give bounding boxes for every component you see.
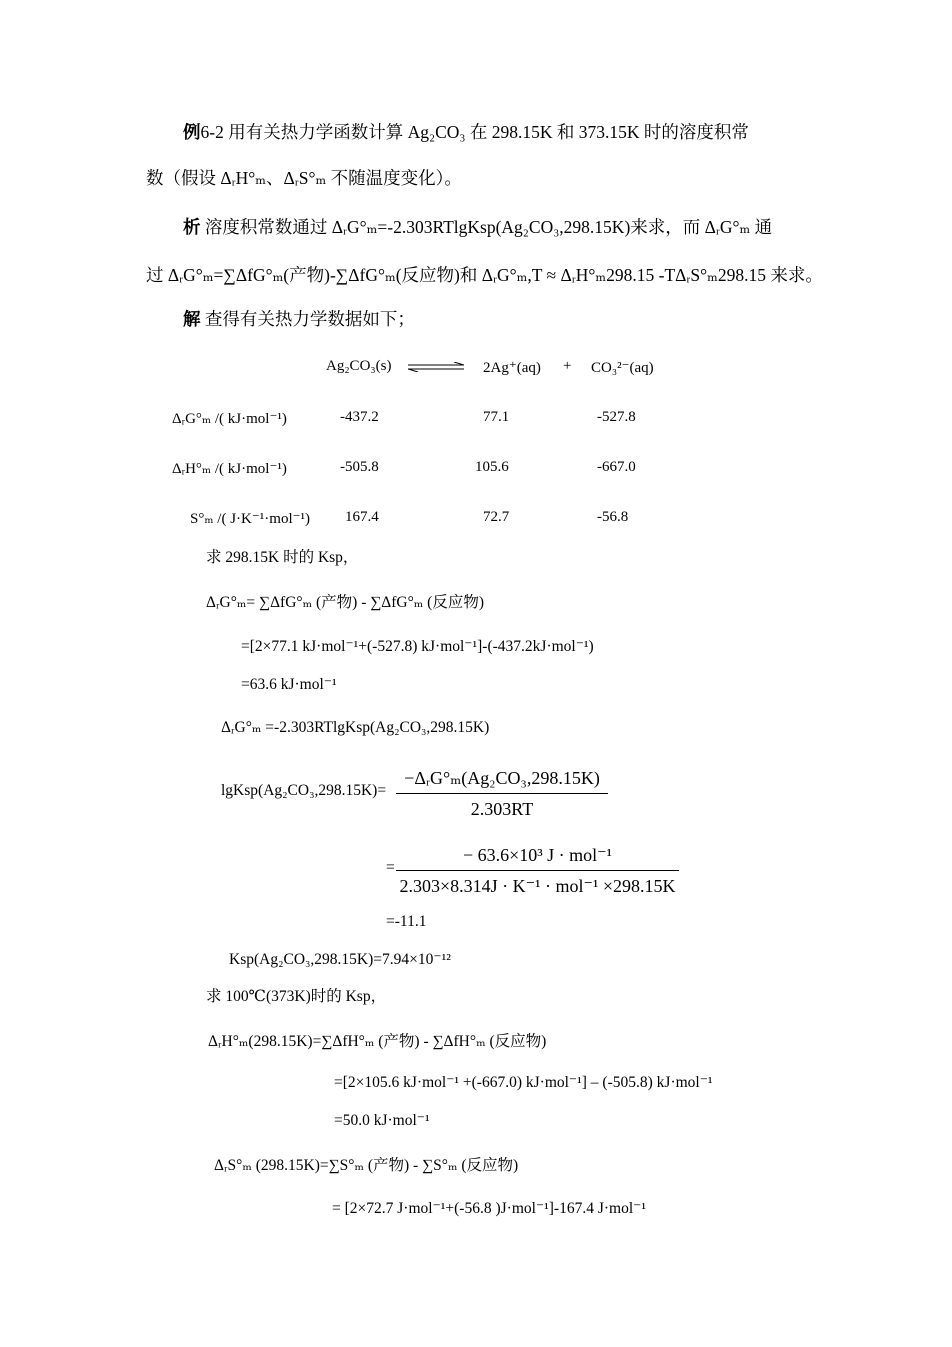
example-text-1: 6-2 用有关热力学函数计算 Ag₂CO₃ 在 298.15K 和 373.15K 时的溶度积常 bbox=[200, 122, 749, 142]
reaction-plus: + bbox=[563, 358, 572, 374]
part2-eq4: ΔᵣS°ₘ (298.15K)=∑S°ₘ (产物) - ∑S°ₘ (反应物) bbox=[214, 1157, 519, 1174]
example-line-1 bbox=[183, 124, 749, 142]
row-gibbs-v2: 77.1 bbox=[483, 409, 510, 425]
analysis-label: 析 bbox=[183, 217, 201, 237]
part1-eq6-fraction bbox=[396, 845, 679, 897]
part1-eq5-numerator: −ΔᵣG°ₘ(Ag₂CO₃,298.15K) bbox=[404, 768, 600, 788]
analysis-line-2: 过 ΔᵣG°ₘ=∑ΔfG°ₘ(产物)-∑ΔfG°ₘ(反应物)和 ΔᵣG°ₘ,T ≈ ΔᵣH°ₘ298.15 -TΔᵣS°ₘ298.15 来求。 bbox=[146, 265, 823, 285]
analysis-text-1: 溶度积常数通过 ΔᵣG°ₘ=-2.303RTlgKsp(Ag₂CO₃,298.15K)来求，而 ΔᵣG°ₘ 通 bbox=[204, 217, 773, 237]
part1-heading: 求 298.15K 时的 Ksp， bbox=[206, 549, 359, 566]
solution-text-1: 查得有关热力学数据如下； bbox=[204, 309, 415, 329]
row-entropy-v3: -56.8 bbox=[597, 509, 629, 525]
row-entropy-v2: 72.7 bbox=[483, 509, 510, 525]
part1-eq8: Ksp(Ag₂CO₃,298.15K)=7.94×10⁻¹² bbox=[229, 951, 451, 968]
part2-eq2: =[2×105.6 kJ·mol⁻¹ +(-667.0) kJ·mol⁻¹] – (-505.8) kJ·mol⁻¹ bbox=[334, 1074, 713, 1091]
example-line-2: 数（假设 ΔᵣH°ₘ、ΔᵣS°ₘ 不随温度变化）。 bbox=[146, 168, 462, 188]
part1-eq6-numerator: − 63.6×10³ J · mol⁻¹ bbox=[462, 845, 613, 865]
row-enthalpy-v3: -667.0 bbox=[597, 459, 636, 475]
part1-eq1: ΔᵣG°ₘ= ∑ΔfG°ₘ (产物) - ∑ΔfG°ₘ (反应物) bbox=[206, 594, 485, 611]
row-enthalpy-v1: -505.8 bbox=[340, 459, 379, 475]
equilibrium-arrow-icon bbox=[408, 362, 464, 372]
row-entropy-v1: 167.4 bbox=[345, 509, 379, 525]
part2-eq1: ΔᵣH°ₘ(298.15K)=∑ΔfH°ₘ (产物) - ∑ΔfH°ₘ (反应物) bbox=[208, 1033, 547, 1050]
part1-eq5-fraction bbox=[396, 768, 608, 820]
row-gibbs-label: ΔᵣG°ₘ /( kJ·mol⁻¹) bbox=[172, 411, 287, 427]
row-entropy-label: S°ₘ /( J·K⁻¹·mol⁻¹) bbox=[190, 511, 311, 527]
part1-eq2: =[2×77.1 kJ·mol⁻¹+(-527.8) kJ·mol⁻¹]-(-437.2kJ·mol⁻¹) bbox=[241, 638, 594, 655]
analysis-line-1 bbox=[183, 219, 772, 237]
row-enthalpy-v2: 105.6 bbox=[475, 459, 509, 475]
solution-label: 解 bbox=[183, 309, 201, 329]
part2-heading: 求 100℃(373K)时的 Ksp， bbox=[206, 988, 387, 1005]
reaction-reactant: Ag₂CO₃(s) bbox=[326, 358, 392, 374]
row-gibbs-v3: -527.8 bbox=[597, 409, 636, 425]
part2-eq3: =50.0 kJ·mol⁻¹ bbox=[334, 1112, 430, 1129]
part1-eq7: =-11.1 bbox=[386, 913, 427, 930]
row-enthalpy-label: ΔᵣH°ₘ /( kJ·mol⁻¹) bbox=[172, 461, 287, 477]
example-label: 例 bbox=[183, 122, 201, 142]
part1-eq4: ΔᵣG°ₘ =-2.303RTlgKsp(Ag₂CO₃,298.15K) bbox=[221, 719, 490, 736]
part1-eq5-lhs: lgKsp(Ag₂CO₃,298.15K)= bbox=[221, 782, 387, 799]
part1-eq5-denominator: 2.303RT bbox=[470, 799, 534, 819]
reaction-product-1: 2Ag⁺(aq) bbox=[483, 360, 541, 376]
part1-eq3: =63.6 kJ·mol⁻¹ bbox=[241, 676, 337, 693]
part1-eq6-denominator: 2.303×8.314J · K⁻¹ · mol⁻¹ ×298.15K bbox=[399, 876, 676, 896]
reaction-product-2: CO₃²⁻(aq) bbox=[591, 360, 654, 376]
solution-line-1 bbox=[183, 311, 415, 329]
part2-eq5: = [2×72.7 J·mol⁻¹+(-56.8 )J·mol⁻¹]-167.4 J·mol⁻¹ bbox=[332, 1200, 646, 1217]
row-gibbs-v1: -437.2 bbox=[340, 409, 379, 425]
part1-eq6-lhs: = bbox=[386, 859, 395, 876]
